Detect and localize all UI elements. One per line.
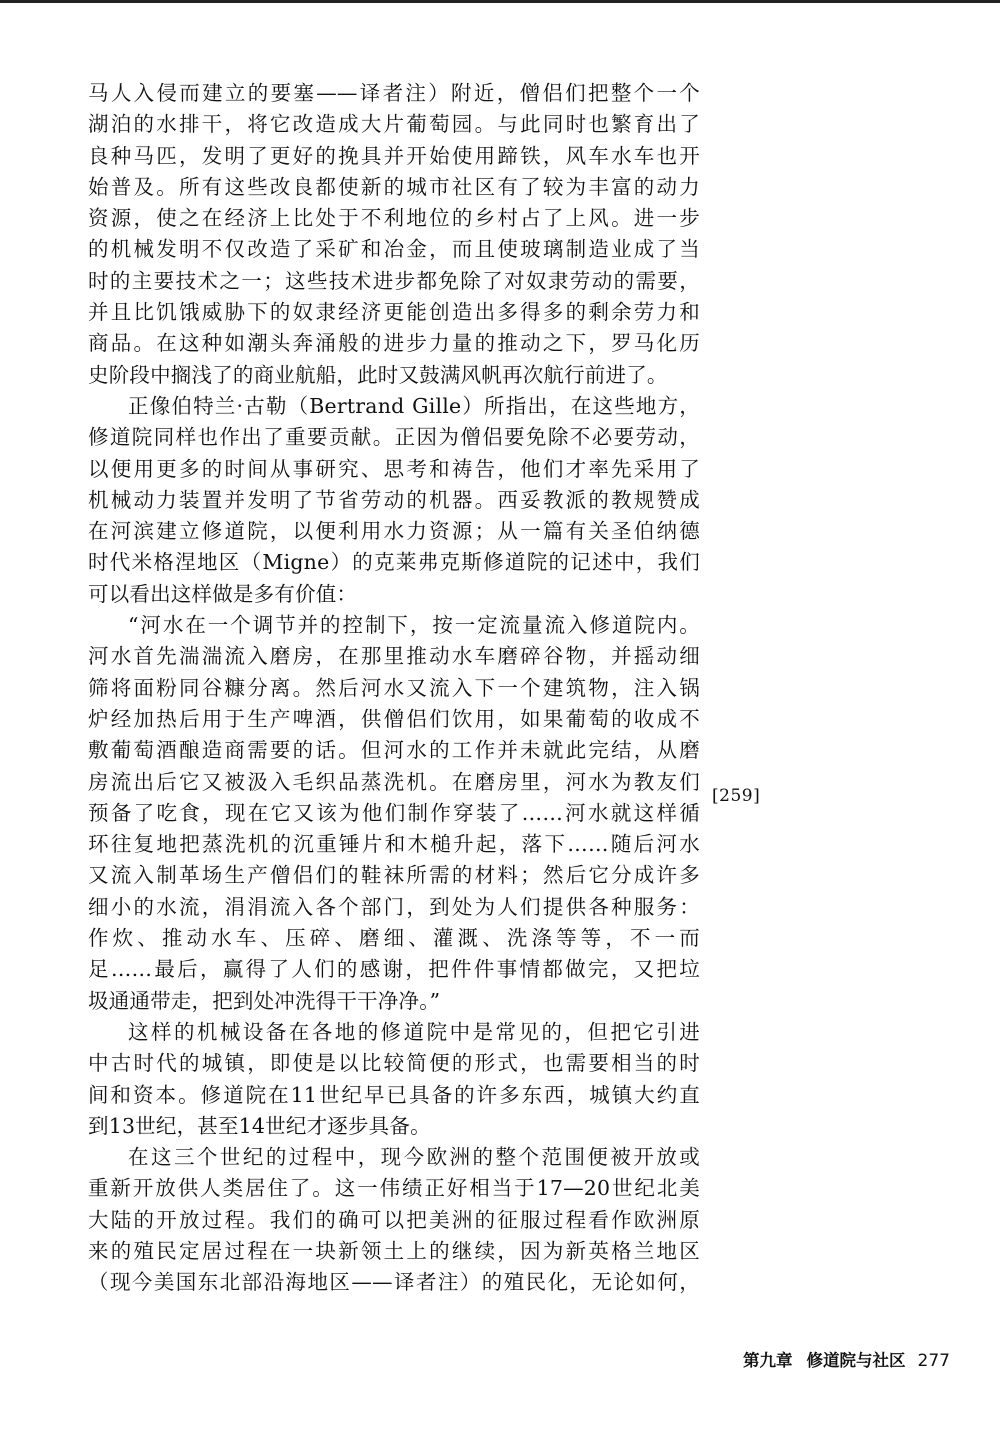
text-line: 可以看出这样做是多有价值： <box>88 581 358 606</box>
text-line: 作炊、推动水车、压碎、磨细、灌溉、洗涤等等，不一而 <box>88 926 700 951</box>
top-border-rule <box>0 0 1000 3</box>
text-line: 修道院同样也作出了重要贡献。正因为僧侣要免除不必要劳动， <box>88 425 700 450</box>
page-footer <box>743 1347 950 1371</box>
text-line: 到13世纪，甚至14世纪才逐步具备。 <box>88 1113 431 1138</box>
text-line: 并且比饥饿威胁下的奴隶经济更能创造出多得多的剩余劳力和 <box>88 300 700 325</box>
text-line: 圾通通带走，把到处冲洗得干干净净。” <box>88 988 441 1013</box>
text-line: 筛将面粉同谷糠分离。然后河水又流入下一个建筑物，注入锅 <box>88 675 700 700</box>
text-line: 中古时代的城镇，即使是以比较简便的形式，也需要相当的时 <box>88 1051 700 1076</box>
text-line: 资源，使之在经济上比处于不利地位的乡村占了上风。进一步 <box>88 206 700 231</box>
text-line: 敷葡萄酒酿造商需要的话。但河水的工作并未就此完结，从磨 <box>88 738 700 763</box>
text-line: 时的主要技术之一；这些技术进步都免除了对奴隶劳动的需要， <box>88 268 700 293</box>
text-line: 在河滨建立修道院，以便利用水力资源；从一篇有关圣伯纳德 <box>88 519 700 544</box>
footer-chapter-title: 修道院与社区 <box>806 1351 906 1370</box>
text-line: “河水在一个调节并的控制下，按一定流量流入修道院内。 <box>128 613 700 638</box>
text-line: 环往复地把蒸洗机的沉重锤片和木槌升起，落下……随后河水 <box>88 832 700 857</box>
text-line: 又流入制革场生产僧侣们的鞋袜所需的材料；然后它分成许多 <box>88 863 700 888</box>
text-line: 史阶段中搁浅了的商业航船，此时又鼓满风帆再次航行前进了。 <box>88 362 668 387</box>
text-line: 细小的水流，涓涓流入各个部门，到处为人们提供各种服务： <box>88 894 700 919</box>
text-line: （现今美国东北部沿海地区——译者注）的殖民化，无论如何， <box>88 1270 700 1295</box>
body-text <box>88 78 700 1299</box>
text-line: 房流出后它又被汲入毛织品蒸洗机。在磨房里，河水为教友们 <box>88 769 700 794</box>
text-line: 这样的机械设备在各地的修道院中是常见的，但把它引进 <box>128 1019 700 1044</box>
text-line: 重新开放供人类居住了。这一伟绩正好相当于17—20世纪北美 <box>88 1176 700 1201</box>
text-line: 来的殖民定居过程在一块新领土上的继续，因为新英格兰地区 <box>88 1238 700 1263</box>
footer-chapter: 第九章 <box>743 1351 793 1370</box>
text-line: 马人入侵而建立的要塞——译者注）附近，僧侣们把整个一个 <box>88 81 700 105</box>
text-line: 预备了吃食，现在它又该为他们制作穿装了……河水就这样循 <box>88 800 700 825</box>
text-line: 河水首先湍湍流入磨房，在那里推动水车磨碎谷物，并摇动细 <box>88 644 700 669</box>
text-line: 炉经加热后用于生产啤酒，供僧侣们饮用，如果葡萄的收成不 <box>88 706 700 731</box>
text-line: 湖泊的水排干，将它改造成大片葡萄园。与此同时也繁育出了 <box>88 112 700 137</box>
text-line: 足……最后，赢得了人们的感谢，把件件事情都做完，又把垃 <box>88 957 700 982</box>
text-line: 良种马匹，发明了更好的挽具并开始使用蹄铁，风车水车也开 <box>88 143 700 168</box>
text-line: 机械动力装置并发明了节省劳动的机器。西妥教派的教规赞成 <box>88 487 700 512</box>
text-line: 的机械发明不仅改造了采矿和冶金，而且使玻璃制造业成了当 <box>88 237 700 262</box>
text-line: 始普及。所有这些改良都使新的城市社区有了较为丰富的动力 <box>88 174 700 199</box>
text-line: 大陆的开放过程。我们的确可以把美洲的征服过程看作欧洲原 <box>88 1207 700 1232</box>
text-line: 时代米格涅地区（Migne）的克莱弗克斯修道院的记述中，我们 <box>88 550 700 575</box>
text-line: 在这三个世纪的过程中，现今欧洲的整个范围便被开放或 <box>128 1145 700 1170</box>
text-line: 间和资本。修道院在11世纪早已具备的许多东西，城镇大约直 <box>88 1082 700 1107</box>
text-line: 以便用更多的时间从事研究、思考和祷告，他们才率先采用了 <box>88 456 700 481</box>
text-line: 商品。在这种如潮头奔涌般的进步力量的推动之下，罗马化历 <box>88 331 700 356</box>
text-line: 正像伯特兰·古勒（Bertrand Gille）所指出，在这些地方， <box>128 393 700 418</box>
margin-page-reference: [259] <box>712 786 761 806</box>
page-number: 277 <box>917 1351 950 1371</box>
